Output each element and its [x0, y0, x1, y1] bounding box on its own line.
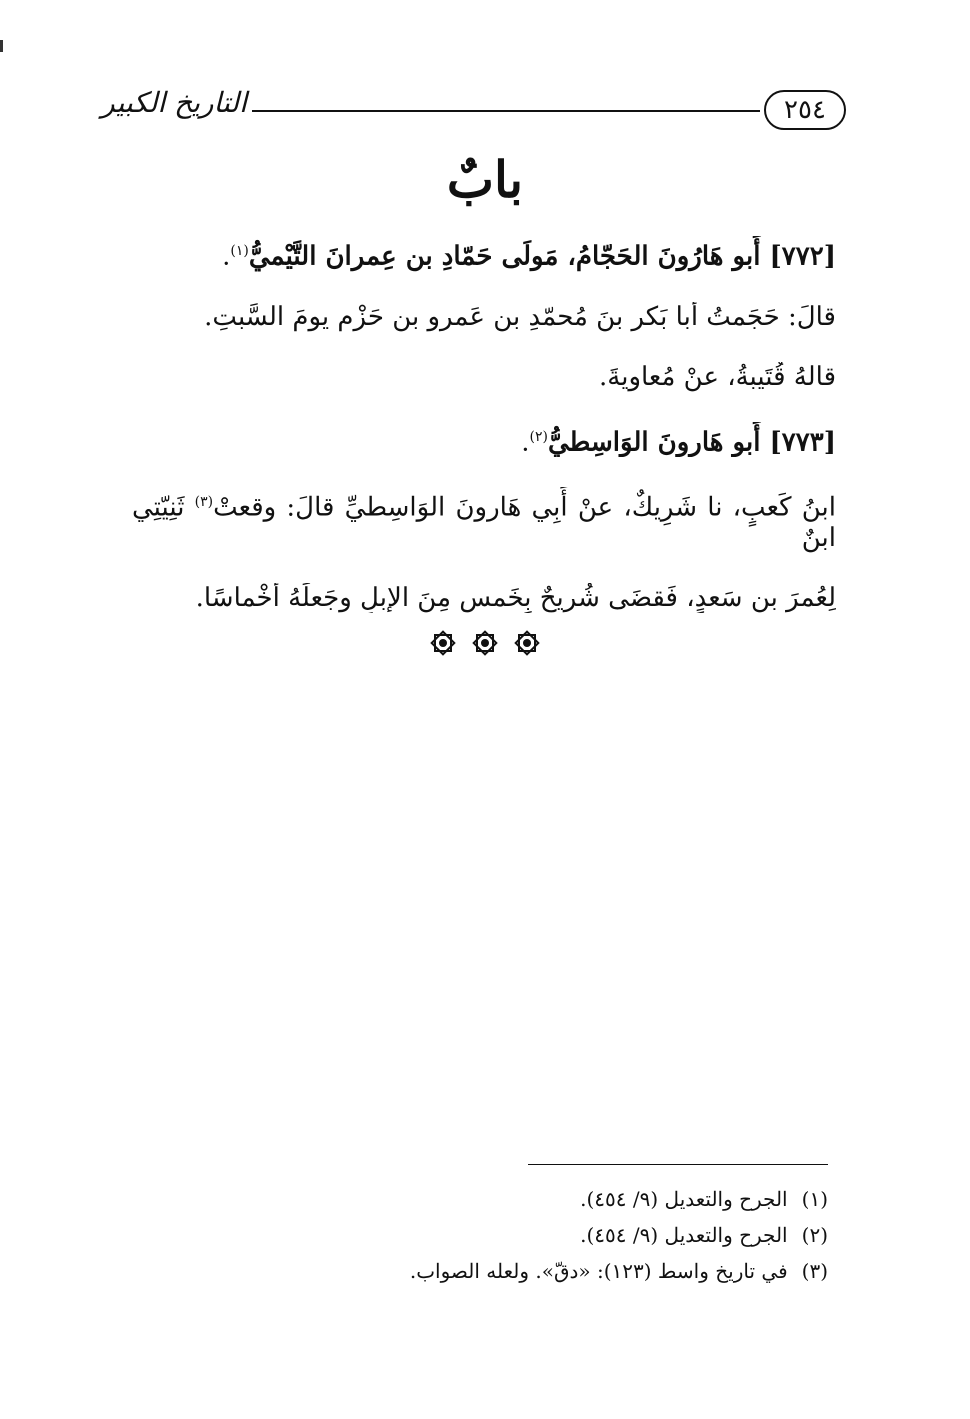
footnote-3: [300, 1260, 828, 1282]
entry-773-line-2: لِعُمرَ بنِ سَعدٍ، فَقضَى شُريحٌ بِخَمسٍ مِنَ الإبلِ وجَعلَهُ أَخْماسًا.: [195, 582, 836, 613]
running-title: التاريخ الكبير: [101, 86, 247, 119]
footnote-number: (٢): [801, 1223, 828, 1247]
footnote-text: في تاريخ واسط (١٢٣): «دقّ». ولعله الصواب.: [409, 1259, 788, 1283]
entry-773-line-1: [132, 487, 836, 553]
page-header: [100, 86, 846, 142]
footnotes: [300, 1188, 828, 1296]
chapter-heading: بابٌ: [446, 150, 524, 209]
footnote-text: الجرح والتعديل (٩/ ٤٥٤).: [580, 1187, 788, 1211]
entry-head: [٧٧٣] أَبو هَارونَ الوَاسِطيُّ: [548, 427, 836, 458]
star-ornament-icon: [428, 628, 458, 658]
text-segment: ابنُ كَعبٍ، نا شَرِيكٌ، عنْ أَبِي هَارونَ الوَاسِطيِّ قالَ: وقعتْ: [213, 492, 836, 523]
entry-773-heading: [132, 422, 836, 458]
footnote-ref: (١): [230, 243, 249, 259]
footnote-separator: [528, 1164, 828, 1165]
entry-772-line-2: قالهُ قُتَيبةُ، عنْ مُعاوِيةَ.: [599, 361, 836, 392]
section-ornaments: [0, 628, 970, 658]
entry-772-heading: [132, 236, 836, 272]
star-ornament-icon: [470, 628, 500, 658]
main-text: [132, 236, 836, 643]
page-number-text: ٢٥٤: [784, 95, 826, 125]
punctuation: .: [222, 241, 231, 272]
footnote-text: الجرح والتعديل (٩/ ٤٥٤).: [580, 1223, 788, 1247]
punctuation: .: [521, 427, 530, 458]
page-number: [764, 90, 846, 130]
header-rule: [252, 110, 760, 112]
footnote-1: [300, 1188, 828, 1210]
entry-head: [٧٧٢] أَبو هَارُونَ الحَجّامُ، مَولَى حَمّادِ بنِ عِمرانَ التَّيْميُّ: [248, 241, 836, 272]
star-ornament-icon: [512, 628, 542, 658]
footnote-ref: (٣): [194, 494, 214, 511]
footnote-ref: (٢): [529, 428, 548, 445]
footnote-2: [300, 1224, 828, 1246]
text-segment: ثَنِيّتِي ابنٌ: [132, 492, 836, 553]
entry-772-line-1: قالَ: حَجَمتُ أَبا بَكرِ بنَ مُحمّدِ بنِ عَمرِو بنِ حَزْمٍ يومَ السَّبتِ.: [204, 301, 836, 332]
footnote-number: (٣): [801, 1259, 828, 1283]
edge-mark: [0, 40, 3, 52]
footnote-number: (١): [801, 1187, 828, 1211]
